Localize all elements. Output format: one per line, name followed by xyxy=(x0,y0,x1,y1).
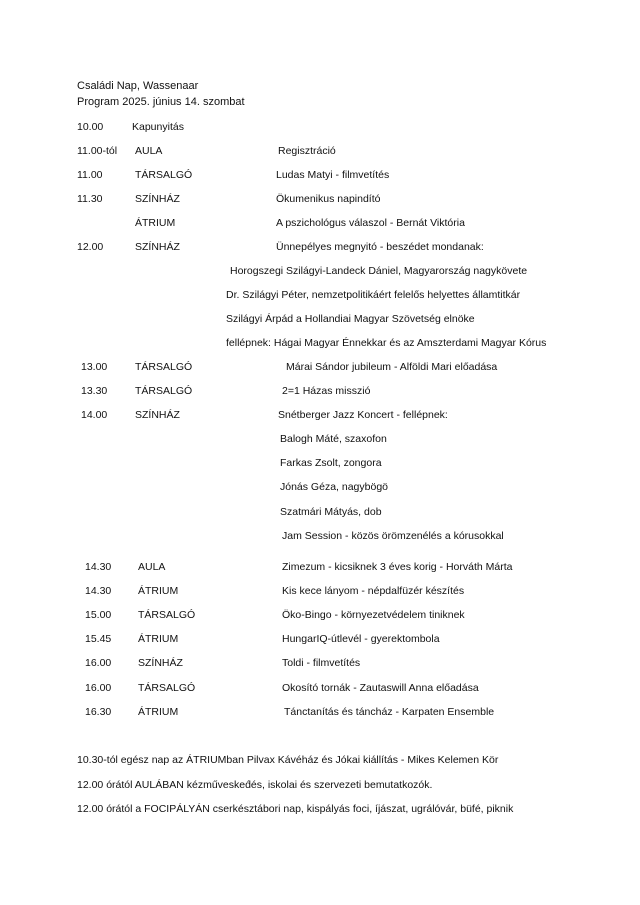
row-time: 11.30 xyxy=(77,193,103,205)
row-event: Okosító tornák - Zautaswill Anna előadása xyxy=(282,682,479,694)
row-event: Ökumenikus napindító xyxy=(276,193,381,205)
row-event: Ünnepélyes megnyitó - beszédet mondanak: xyxy=(276,241,484,253)
row-event: Horogszegi Szilágyi-Landeck Dániel, Magyarország nagykövete xyxy=(230,265,528,277)
row-event: Snétberger Jazz Koncert - fellépnek: xyxy=(278,409,448,421)
row-place: ÁTRIUM xyxy=(138,585,179,597)
note-line: 10.30-tól egész nap az ÁTRIUMban Pilvax Kávéház és Jókai kiállítás - Mikes Kelemen Kör xyxy=(77,754,499,766)
row-event: Jam Session - közös örömzenélés a kórusokkal xyxy=(282,530,504,542)
row-place: TÁRSALGÓ xyxy=(135,361,193,373)
row-time: 16.30 xyxy=(85,706,112,718)
row-place: SZÍNHÁZ xyxy=(135,193,180,205)
row-place: TÁRSALGÓ xyxy=(138,682,196,694)
row-place: AULA xyxy=(135,145,163,157)
row-place: ÁTRIUM xyxy=(135,217,176,229)
row-event: Jónás Géza, nagybögö xyxy=(280,481,388,493)
row-event: Ludas Matyi - filmvetítés xyxy=(276,169,390,181)
row-time: 13.30 xyxy=(81,385,108,397)
row-time: 11.00-tól xyxy=(77,145,118,157)
row-event: Szilágyi Árpád a Hollandiai Magyar Szövetség elnöke xyxy=(226,313,475,325)
row-place: ÁTRIUM xyxy=(138,633,179,645)
row-time: 11.00 xyxy=(77,169,103,181)
note-line: 12.00 órától AULÁBAN kézművesked́és, iskolai és szervezeti bemutatkozók. xyxy=(77,779,433,791)
page-title: Családi Nap, Wassenaar xyxy=(77,80,199,92)
row-place: AULA xyxy=(138,561,166,573)
row-event: 2=1 Házas misszió xyxy=(282,385,371,397)
row-time: 16.00 xyxy=(85,682,112,694)
row-place: SZÍNHÁZ xyxy=(135,409,180,421)
note-line: 12.00 órától a FOCIPÁLYÁN cserkésztábori nap, kispályás foci, íjászat, ugrálóvár, büfé, piknik xyxy=(77,803,514,815)
row-time: 10.00 xyxy=(77,121,104,133)
row-place: SZÍNHÁZ xyxy=(135,241,180,253)
row-event: Dr. Szilágyi Péter, nemzetpolitikáért felelős helyettes államtitkár xyxy=(226,289,521,301)
row-event: Farkas Zsolt, zongora xyxy=(280,457,382,469)
row-time: 14.30 xyxy=(85,585,112,597)
row-time: 14.30 xyxy=(85,561,112,573)
row-time: 13.00 xyxy=(81,361,108,373)
row-time: 14.00 xyxy=(81,409,108,421)
row-event: Regisztráció xyxy=(278,145,336,157)
row-event: Balogh Máté, szaxofon xyxy=(280,433,387,445)
row-event: Tánctanítás és táncház - Karpaten Ensemble xyxy=(284,706,495,718)
row-event: Márai Sándor jubileum - Alföldi Mari előadása xyxy=(286,361,498,373)
row-event: Kapunyitás xyxy=(132,121,184,133)
row-time: 15.45 xyxy=(85,633,112,645)
row-event: Öko-Bingo - környezetvédelem tiniknek xyxy=(282,609,465,621)
row-event: fellépnek: Hágai Magyar Énnekkar és az Amszterdami Magyar Kórus xyxy=(226,337,547,349)
row-place: TÁRSALGÓ xyxy=(135,169,193,181)
row-place: SZÍNHÁZ xyxy=(138,657,183,669)
row-event: Zimezum - kicsiknek 3 éves korig - Horváth Márta xyxy=(282,561,513,573)
row-event: Toldi - filmvetítés xyxy=(282,657,361,669)
row-time: 12.00 xyxy=(77,241,104,253)
row-event: A pszichológus válaszol - Bernát Viktória xyxy=(276,217,465,229)
row-place: TÁRSALGÓ xyxy=(135,385,193,397)
row-time: 15.00 xyxy=(85,609,112,621)
row-time: 16.00 xyxy=(85,657,112,669)
page-subtitle: Program 2025. június 14. szombat xyxy=(77,96,245,108)
row-place: TÁRSALGÓ xyxy=(138,609,196,621)
row-event: Kis kece lányom - népdalfüzér készítés xyxy=(282,585,465,597)
row-event: HungarIQ-útlevél - gyerektombola xyxy=(282,633,440,645)
row-place: ÁTRIUM xyxy=(138,706,179,718)
row-event: Szatmári Mátyás, dob xyxy=(280,506,382,518)
